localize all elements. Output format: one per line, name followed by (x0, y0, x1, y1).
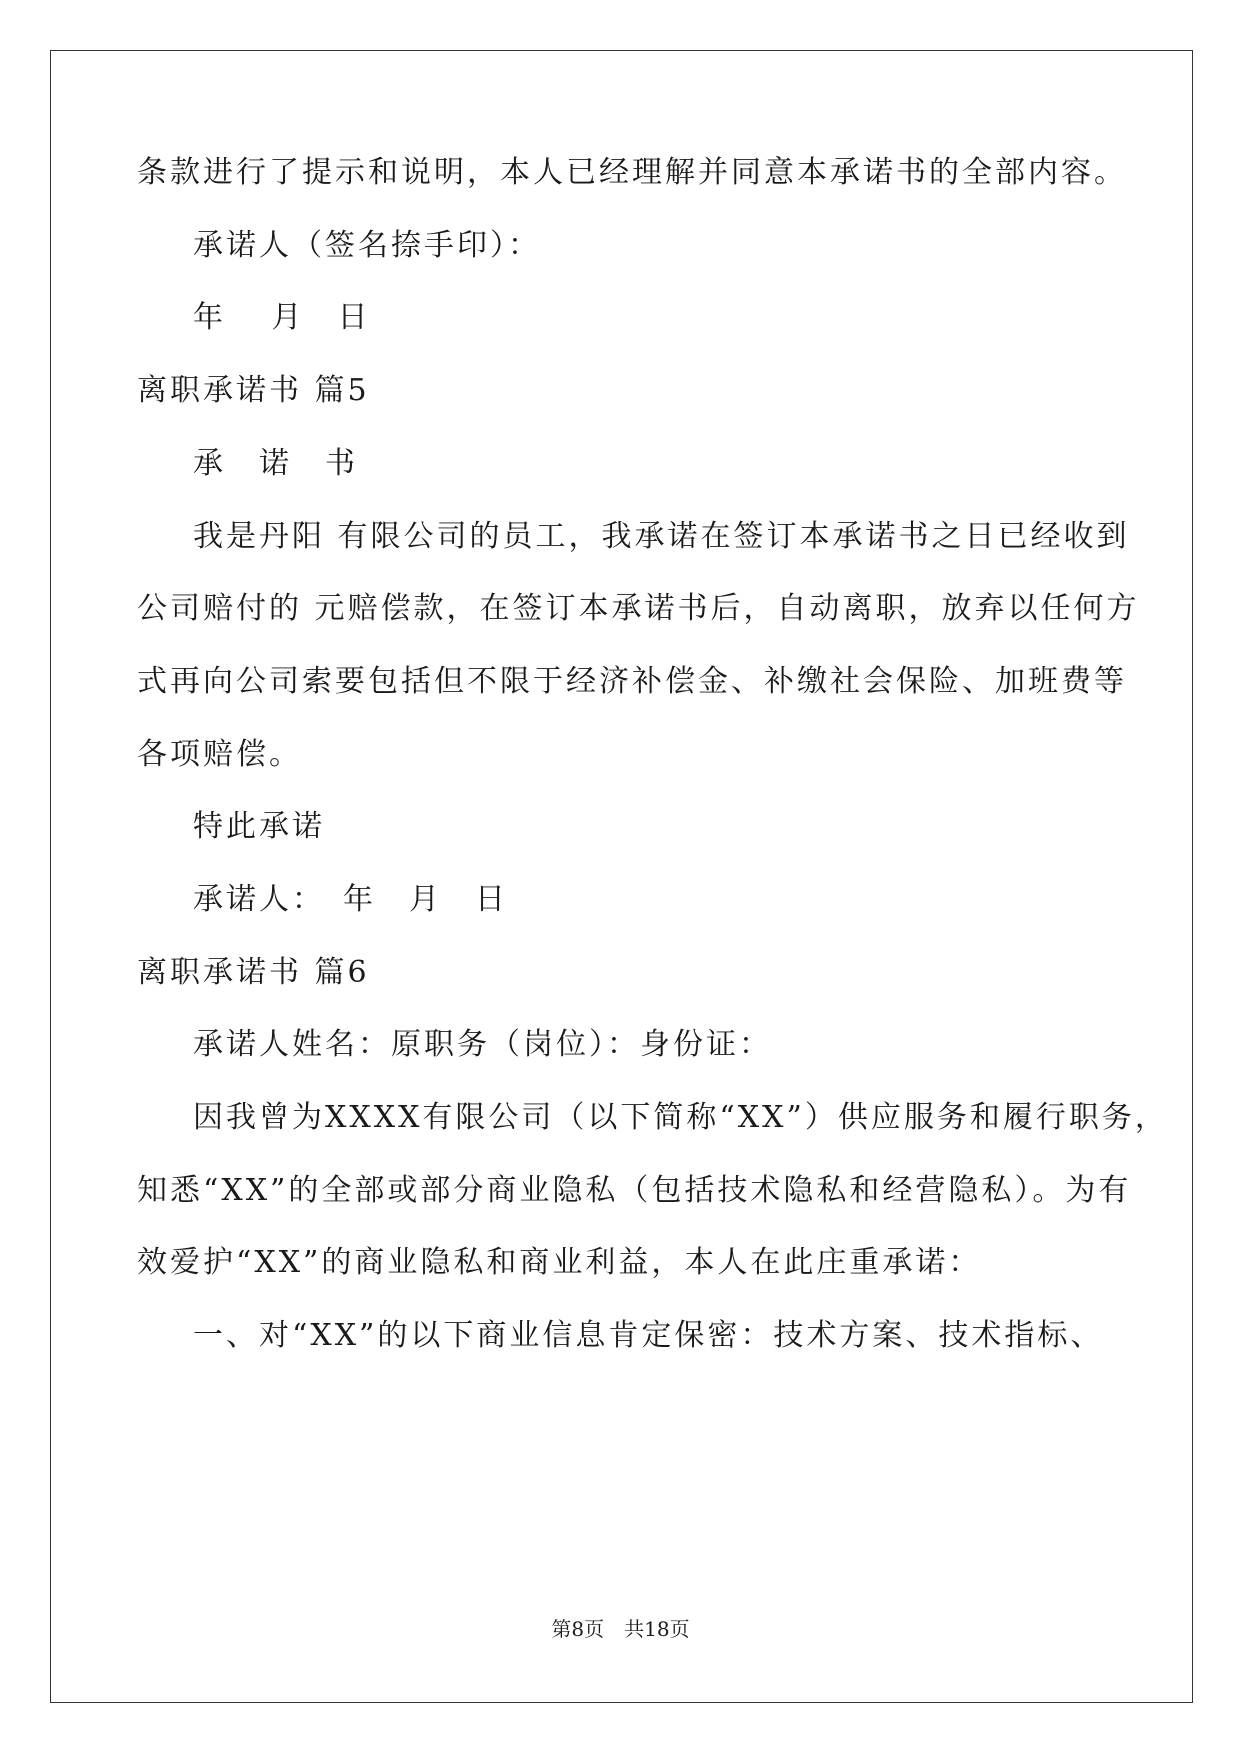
body-line-8: 效爱护“XX”的商业隐私和商业利益，本人在此庄重承诺： (137, 1245, 982, 1280)
section-heading-6: 离职承诺书 篇6 (137, 955, 370, 990)
body-line-3: 公司赔付的 元赔偿款，在签订本承诺书后，自动离职，放弃以任何方 (137, 591, 1140, 626)
body-line-1: 条款进行了提示和说明，本人已经理解并同意本承诺书的全部内容。 (137, 155, 1127, 190)
body-line-6: 因我曾为XXXX有限公司（以下简称“XX”）供应服务和履行职务， (193, 1100, 1168, 1135)
body-line-4: 式再向公司索要包括但不限于经济补偿金、补缴社会保险、加班费等 (137, 664, 1127, 699)
body-line-7: 知悉“XX”的全部或部分商业隐私（包括技术隐私和经营隐私）。为有 (137, 1173, 1132, 1208)
body-line-2: 我是丹阳 有限公司的员工，我承诺在签订本承诺书之日已经收到 (193, 519, 1130, 554)
closing-line: 特此承诺 (193, 809, 325, 844)
body-line-5: 各项赔偿。 (137, 737, 302, 772)
signature-line: 承诺人（签名捺手印）： (193, 228, 541, 263)
date-line: 年 月 日 (193, 300, 371, 335)
body-line-9: 一、对“XX”的以下商业信息肯定保密：技术方案、技术指标、 (193, 1318, 1104, 1353)
letter-title: 承 诺 书 (193, 446, 358, 481)
section-heading-5: 离职承诺书 篇5 (137, 373, 370, 408)
page-number-footer: 第8页 共18页 (551, 1617, 690, 1641)
signature-date-line: 承诺人： 年 月 日 (193, 882, 508, 917)
promisor-info-line: 承诺人姓名：原职务（岗位）：身份证： (193, 1027, 772, 1062)
